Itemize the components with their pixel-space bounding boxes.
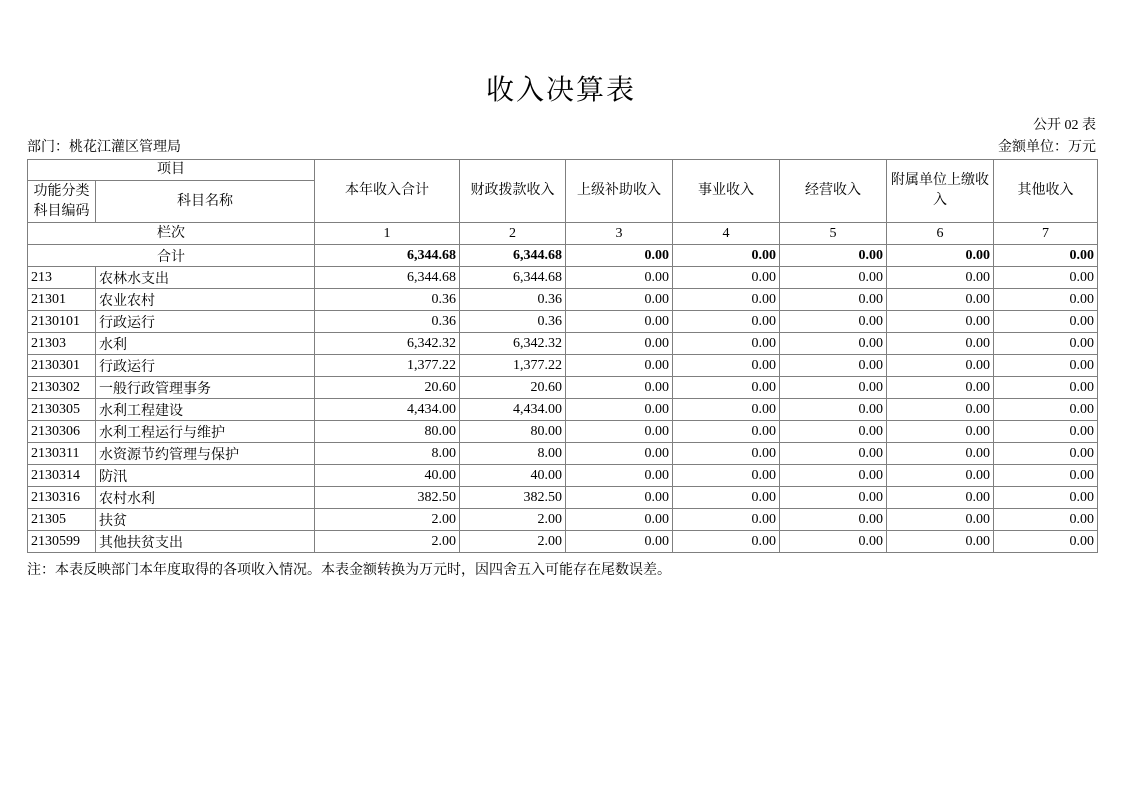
column-number-cell: 6 [887, 223, 994, 245]
unit-label: 金额单位：万元 [998, 140, 1096, 155]
row-name-cell: 水利工程运行与维护 [96, 421, 315, 443]
department-label: 部门：桃花江灌区管理局 [27, 140, 181, 155]
row-value-cell: 0.00 [780, 509, 887, 531]
row-value-cell: 0.00 [566, 355, 673, 377]
header-col-superior-subsidy: 上级补助收入 [566, 160, 673, 223]
row-value-cell: 0.00 [887, 399, 994, 421]
table-row [28, 311, 1098, 333]
row-value-cell: 382.50 [460, 487, 566, 509]
lanci-row [28, 223, 1098, 245]
column-number-cell: 4 [673, 223, 780, 245]
row-code-cell: 213 [28, 267, 96, 289]
row-value-cell: 0.00 [780, 333, 887, 355]
row-name-cell: 农业农村 [96, 289, 315, 311]
row-code-cell: 2130314 [28, 465, 96, 487]
row-value-cell: 0.00 [780, 487, 887, 509]
table-row [28, 333, 1098, 355]
row-value-cell: 0.00 [887, 531, 994, 553]
row-value-cell: 0.00 [780, 267, 887, 289]
row-value-cell: 0.00 [780, 465, 887, 487]
row-code-cell: 2130316 [28, 487, 96, 509]
row-value-cell: 0.00 [566, 267, 673, 289]
row-name-cell: 水资源节约管理与保护 [96, 443, 315, 465]
row-value-cell: 0.00 [566, 421, 673, 443]
table-row [28, 289, 1098, 311]
row-value-cell: 0.00 [780, 443, 887, 465]
table-code-label: 公开 02 表 [1033, 118, 1096, 133]
row-value-cell: 0.00 [994, 355, 1098, 377]
row-value-cell: 0.00 [673, 355, 780, 377]
table-row [28, 377, 1098, 399]
table-row [28, 531, 1098, 553]
row-value-cell: 0.00 [994, 289, 1098, 311]
row-code-cell: 2130311 [28, 443, 96, 465]
total-value-cell: 0.00 [780, 245, 887, 267]
row-value-cell: 2.00 [315, 509, 460, 531]
column-number-cell: 2 [460, 223, 566, 245]
row-value-cell: 0.00 [887, 355, 994, 377]
row-value-cell: 0.00 [887, 421, 994, 443]
row-value-cell: 0.00 [566, 399, 673, 421]
table-row [28, 465, 1098, 487]
header-code-label: 功能分类科目编码 [28, 181, 96, 223]
row-value-cell: 0.00 [673, 289, 780, 311]
row-value-cell: 0.36 [460, 289, 566, 311]
table-row [28, 443, 1098, 465]
row-value-cell: 8.00 [460, 443, 566, 465]
row-value-cell: 0.00 [887, 289, 994, 311]
row-name-cell: 扶贫 [96, 509, 315, 531]
row-value-cell: 20.60 [460, 377, 566, 399]
table-row [28, 399, 1098, 421]
header-col-business-income: 事业收入 [673, 160, 780, 223]
row-value-cell: 0.00 [673, 487, 780, 509]
row-name-cell: 农村水利 [96, 487, 315, 509]
row-value-cell: 40.00 [460, 465, 566, 487]
row-value-cell: 0.00 [887, 443, 994, 465]
table-row [28, 267, 1098, 289]
row-value-cell: 0.00 [780, 531, 887, 553]
row-value-cell: 0.00 [994, 443, 1098, 465]
row-value-cell: 6,344.68 [315, 267, 460, 289]
row-value-cell: 0.00 [566, 487, 673, 509]
row-value-cell: 0.00 [566, 465, 673, 487]
row-value-cell: 0.00 [566, 311, 673, 333]
row-value-cell: 0.00 [673, 509, 780, 531]
total-value-cell: 0.00 [566, 245, 673, 267]
row-name-cell: 水利 [96, 333, 315, 355]
header-col-other-income: 其他收入 [994, 160, 1098, 223]
total-row [28, 245, 1098, 267]
header-col-operating-income: 经营收入 [780, 160, 887, 223]
column-number-cell: 3 [566, 223, 673, 245]
row-value-cell: 0.00 [887, 465, 994, 487]
row-value-cell: 4,434.00 [460, 399, 566, 421]
header-project: 项目 [28, 160, 315, 181]
row-value-cell: 0.00 [673, 377, 780, 399]
row-value-cell: 0.00 [887, 509, 994, 531]
row-value-cell: 382.50 [315, 487, 460, 509]
row-value-cell: 0.00 [994, 311, 1098, 333]
row-value-cell: 0.00 [566, 509, 673, 531]
row-value-cell: 6,344.68 [460, 267, 566, 289]
row-name-cell: 行政运行 [96, 355, 315, 377]
table-body [28, 245, 1098, 553]
row-value-cell: 0.00 [673, 267, 780, 289]
row-value-cell: 0.00 [994, 421, 1098, 443]
header-row-project [28, 160, 1098, 181]
row-value-cell: 0.00 [673, 399, 780, 421]
table-row [28, 487, 1098, 509]
row-value-cell: 0.00 [780, 311, 887, 333]
row-value-cell: 0.00 [780, 399, 887, 421]
row-value-cell: 0.00 [566, 289, 673, 311]
column-number-cell: 1 [315, 223, 460, 245]
row-value-cell: 80.00 [315, 421, 460, 443]
row-code-cell: 2130306 [28, 421, 96, 443]
row-value-cell: 0.00 [994, 509, 1098, 531]
row-name-cell: 防汛 [96, 465, 315, 487]
row-name-cell: 一般行政管理事务 [96, 377, 315, 399]
row-code-cell: 2130101 [28, 311, 96, 333]
row-value-cell: 0.00 [566, 443, 673, 465]
row-value-cell: 0.00 [887, 333, 994, 355]
table-row [28, 509, 1098, 531]
row-value-cell: 1,377.22 [460, 355, 566, 377]
total-value-cell: 0.00 [994, 245, 1098, 267]
row-value-cell: 0.00 [887, 487, 994, 509]
row-value-cell: 2.00 [460, 509, 566, 531]
lanci-label: 栏次 [28, 223, 315, 245]
total-value-cell: 6,344.68 [315, 245, 460, 267]
row-value-cell: 0.00 [673, 421, 780, 443]
row-value-cell: 0.00 [780, 377, 887, 399]
column-number-cell: 7 [994, 223, 1098, 245]
row-value-cell: 0.00 [780, 421, 887, 443]
row-value-cell: 0.36 [315, 289, 460, 311]
header-col-annual-total: 本年收入合计 [315, 160, 460, 223]
row-value-cell: 0.00 [994, 267, 1098, 289]
row-value-cell: 0.00 [994, 487, 1098, 509]
row-code-cell: 21305 [28, 509, 96, 531]
row-value-cell: 0.00 [673, 465, 780, 487]
row-value-cell: 1,377.22 [315, 355, 460, 377]
row-value-cell: 0.00 [673, 443, 780, 465]
row-name-cell: 其他扶贫支出 [96, 531, 315, 553]
row-value-cell: 0.00 [673, 333, 780, 355]
total-value-cell: 0.00 [887, 245, 994, 267]
row-code-cell: 2130302 [28, 377, 96, 399]
row-value-cell: 0.00 [994, 531, 1098, 553]
row-value-cell: 0.00 [887, 377, 994, 399]
row-code-cell: 21303 [28, 333, 96, 355]
row-value-cell: 0.00 [566, 531, 673, 553]
row-code-cell: 21301 [28, 289, 96, 311]
footnote: 注：本表反映部门本年度取得的各项收入情况。本表金额转换为万元时，因四舍五入可能存在尾数误差。 [27, 563, 671, 578]
row-value-cell: 0.00 [994, 399, 1098, 421]
page-title: 收入决算表 [485, 75, 636, 106]
row-value-cell: 80.00 [460, 421, 566, 443]
header-col-fiscal-grant: 财政拨款收入 [460, 160, 566, 223]
row-value-cell: 0.36 [460, 311, 566, 333]
header-name-label: 科目名称 [96, 181, 315, 223]
row-value-cell: 0.00 [994, 465, 1098, 487]
header-col-affiliate-remit: 附属单位上缴收入 [887, 160, 994, 223]
row-value-cell: 6,342.32 [460, 333, 566, 355]
row-code-cell: 2130301 [28, 355, 96, 377]
total-value-cell: 6,344.68 [460, 245, 566, 267]
column-number-cell: 5 [780, 223, 887, 245]
row-value-cell: 0.00 [566, 377, 673, 399]
row-value-cell: 0.00 [887, 311, 994, 333]
table-row [28, 421, 1098, 443]
row-name-cell: 行政运行 [96, 311, 315, 333]
row-value-cell: 0.36 [315, 311, 460, 333]
row-value-cell: 8.00 [315, 443, 460, 465]
row-value-cell: 2.00 [460, 531, 566, 553]
row-value-cell: 0.00 [994, 377, 1098, 399]
row-value-cell: 0.00 [566, 333, 673, 355]
row-value-cell: 0.00 [780, 289, 887, 311]
row-value-cell: 0.00 [673, 311, 780, 333]
row-value-cell: 40.00 [315, 465, 460, 487]
row-value-cell: 6,342.32 [315, 333, 460, 355]
total-label-cell: 合计 [28, 245, 315, 267]
row-value-cell: 0.00 [673, 531, 780, 553]
row-code-cell: 2130599 [28, 531, 96, 553]
row-code-cell: 2130305 [28, 399, 96, 421]
row-value-cell: 20.60 [315, 377, 460, 399]
total-value-cell: 0.00 [673, 245, 780, 267]
row-name-cell: 农林水支出 [96, 267, 315, 289]
row-name-cell: 水利工程建设 [96, 399, 315, 421]
row-value-cell: 2.00 [315, 531, 460, 553]
income-table [27, 159, 1098, 553]
row-value-cell: 0.00 [887, 267, 994, 289]
table-row [28, 355, 1098, 377]
row-value-cell: 0.00 [780, 355, 887, 377]
row-value-cell: 0.00 [994, 333, 1098, 355]
row-value-cell: 4,434.00 [315, 399, 460, 421]
